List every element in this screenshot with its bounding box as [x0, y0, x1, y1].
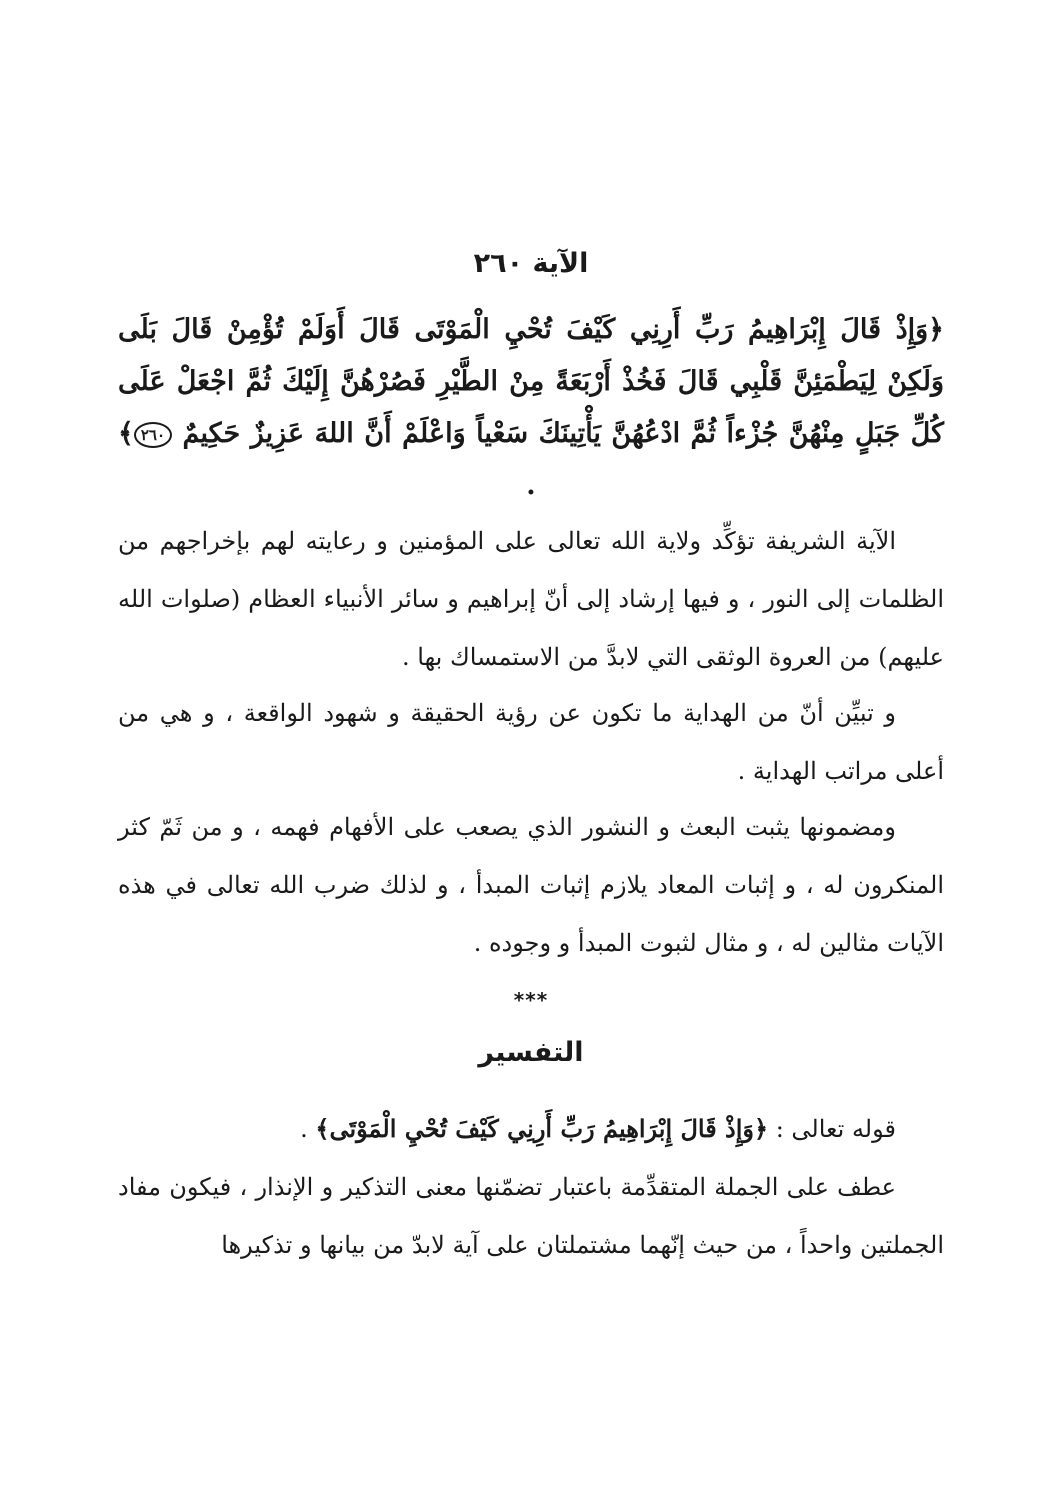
tafsir-quote: ﴿وَإِذْ قَالَ إِبْرَاهِيمُ رَبِّ أَرِنِي كَيْفَ تُحْيِ الْمَوْتَى﴾ [315, 1114, 769, 1143]
verse-heading: الآية ٢٦٠ [473, 248, 589, 279]
tafsir-heading: التفسير [478, 1037, 584, 1068]
commentary-paragraph: ومضمونها يثبت البعث و النشور الذي يصعب على الأفهام فهمه ، و من ثَمّ كثر المنكرون له ، و إثبات المعاد يلازم إثبات المبدأ ، و لذلك ضرب الله تعالى في هذه الآيات مثالين له ، و مثال لثبوت المبدأ و وجوده . [118, 813, 944, 957]
section-separator: *** [513, 988, 549, 1012]
tafsir-quote-end: . [300, 1115, 316, 1143]
tafsir-quote-intro: قوله تعالى : [768, 1115, 896, 1143]
document-page [118, 0, 944, 1496]
commentary-paragraph: و تبيِّن أنّ من الهداية ما تكون عن رؤية الحقيقة و شهود الواقعة ، و هي من أعلى مراتب الهداية . [118, 699, 944, 785]
ayah-number-mark: ٢٦٠ [134, 422, 172, 448]
tafsir-paragraph: عطف على الجملة المتقدِّمة باعتبار تضمّنها معنى التذكير و الإنذار ، فيكون مفاد الجملتين واحداً ، من حيث إنّهما مشتملتان على آية لابدّ من بيانها و تذكيرها [118, 1173, 944, 1259]
verse-close: ﴾ . [118, 418, 536, 501]
tafsir-quote-line [118, 1100, 944, 1158]
verse-text: ﴿وَإِذْ قَالَ إِبْرَاهِيمُ رَبِّ أَرِنِي كَيْفَ تُحْيِ الْمَوْتَى قَالَ أَوَلَمْ تُؤْمِنْ قَالَ بَلَى وَلَكِنْ لِيَطْمَئِنَّ قَلْبِي قَالَ فَخُذْ أَرْبَعَةً مِنْ الطَّيْرِ فَصُرْهُنَّ إِلَيْكَ ثُمَّ اجْعَلْ عَلَى كُلِّ جَبَلٍ مِنْهُنَّ جُزْءاً ثُمَّ ادْعُهُنَّ يَأْتِينَكَ سَعْياً وَاعْلَمْ أَنَّ اللهَ عَزِيزٌ حَكِيمٌ [118, 314, 944, 449]
commentary-paragraph: الآية الشريفة تؤكِّد ولاية الله تعالى على المؤمنين و رعايته لهم بإخراجهم من الظلمات إلى النور ، و فيها إرشاد إلى أنّ إبراهيم و سائر الأنبياء العظام (صلوات الله عليهم) من العروة الوثقى التي لابدَّ من الاستمساك بها . [118, 527, 944, 671]
quran-verse [118, 304, 944, 512]
